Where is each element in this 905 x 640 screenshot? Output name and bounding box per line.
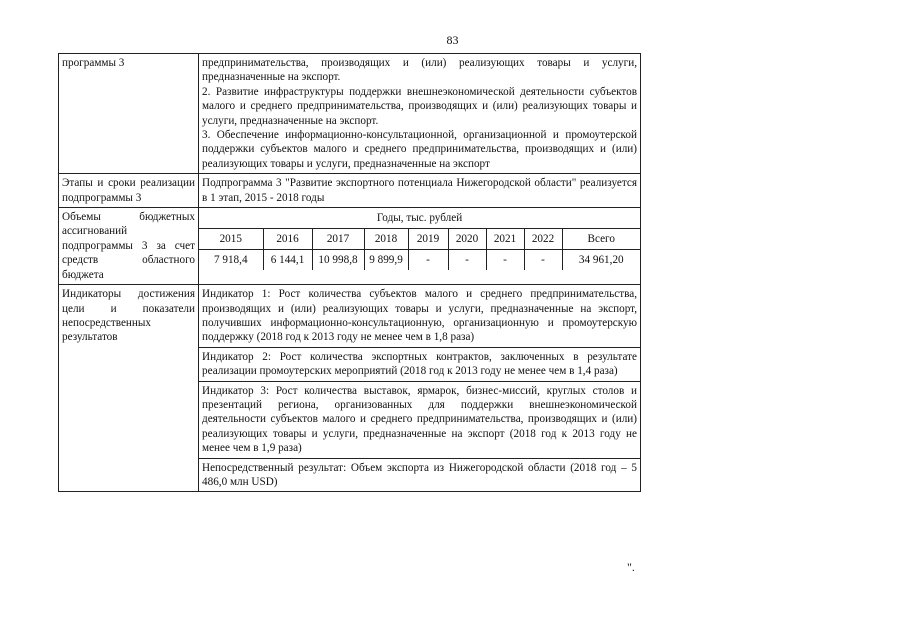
goal-line-2: 2. Развитие инфраструктуры поддержки внешнеэкономической деятельности субъектов малого и среднего предпринимательства, производящих и (или) реализующих товары и услуги, предназначенные на экспорт. (202, 85, 637, 127)
indicator-2: Индикатор 2: Рост количества экспортных контрактов, заключенных в результате реализации промоутерских мероприятий (2018 год к 2013 году не менее чем в 1,4 раза) (199, 347, 641, 381)
year-2018: 2018 (364, 229, 408, 250)
value-2016: 6 144,1 (263, 250, 312, 271)
year-2017: 2017 (312, 229, 364, 250)
indicators-label: Индикаторы достижения цели и показатели непосредственных результатов (59, 285, 199, 492)
indicator-row-1 (59, 285, 641, 348)
goals-row (59, 54, 641, 174)
year-2020: 2020 (448, 229, 486, 250)
stages-label: Этапы и сроки реализации подпрограммы 3 (59, 174, 199, 208)
value-2022: - (524, 250, 562, 271)
value-2020: - (448, 250, 486, 271)
goal-line-1: предпринимательства, производящих и (или) реализующих товары и услуги, предназначенные на экспорт. (202, 57, 637, 84)
year-2021: 2021 (486, 229, 524, 250)
indicator-3: Индикатор 3: Рост количества выставок, ярмарок, бизнес-миссий, круглых столов и презентаций региона, организованных для поддержки внешнеэкономической деятельности субъектов малого и среднего предпринимательства, производящих и (или) реализующих товары и услуги, предназначенные на экспорт (2018 год к 2013 году не менее чем в 1,9 раза) (199, 381, 641, 458)
year-2022: 2022 (524, 229, 562, 250)
value-2015: 7 918,4 (199, 250, 263, 271)
budget-label: Объемы бюджетных ассигнований подпрограммы 3 за счет средств областного бюджета (59, 208, 199, 285)
budget-header: Годы, тыс. рублей (199, 208, 640, 229)
value-2017: 10 998,8 (312, 250, 364, 271)
indicator-1: Индикатор 1: Рост количества субъектов малого и среднего предпринимательства, производящих и (или) реализующих товары и услуги, предназначенные на экспорт, получивших информационно-консультационную, организационную и промоутерскую поддержку (2018 год к 2013 году не менее чем в 1,8 раза) (199, 285, 641, 348)
stages-content: Подпрограмма 3 "Развитие экспортного потенциала Нижегородской области" реализуется в 1 этап, 2015 - 2018 годы (199, 174, 641, 208)
year-2016: 2016 (263, 229, 312, 250)
closing-quote: ". (627, 560, 635, 574)
year-2019: 2019 (408, 229, 448, 250)
value-2019: - (408, 250, 448, 271)
direct-result: Непосредственный результат: Объем экспорта из Нижегородской области (2018 год – 5 486,0 млн USD) (199, 458, 641, 492)
value-total: 34 961,20 (562, 250, 640, 271)
year-total: Всего (562, 229, 640, 250)
budget-table (199, 208, 640, 270)
goal-line-3: 3. Обеспечение информационно-консультационной, организационной и промоутерской поддержки субъектов малого и среднего предпринимательства, производящих и (или) реализующих товары и услуги, предназначенные на экспорт (202, 129, 637, 170)
year-2015: 2015 (199, 229, 263, 250)
budget-values-row (199, 250, 640, 271)
budget-years-row (199, 229, 640, 250)
passport-table (58, 53, 641, 492)
page-number: 83 (446, 33, 459, 47)
stages-row (59, 174, 641, 208)
goals-content (199, 54, 641, 174)
budget-content (199, 208, 641, 285)
value-2021: - (486, 250, 524, 271)
goals-label: программы 3 (59, 54, 199, 174)
value-2018: 9 899,9 (364, 250, 408, 271)
budget-row (59, 208, 641, 285)
